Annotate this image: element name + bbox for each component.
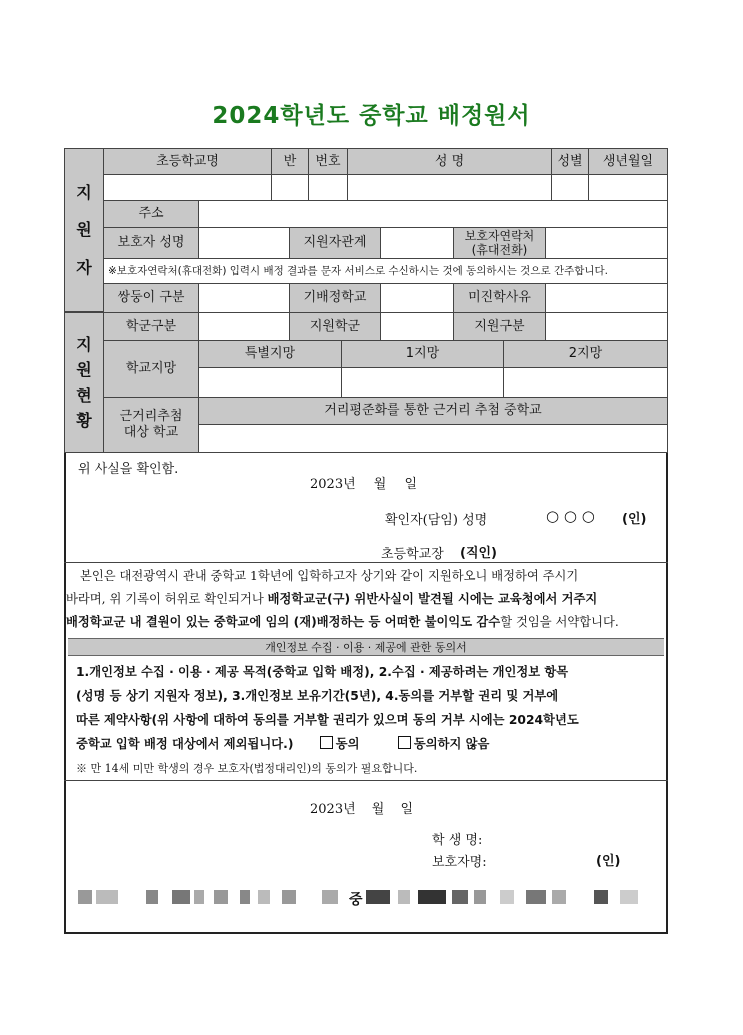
pledge-line-2 bbox=[66, 589, 597, 607]
side-char: 자 bbox=[76, 257, 92, 277]
privacy-note: ※ 만 14세 미만 학생의 경우 보호자(법정대리인)의 동의가 필요합니다. bbox=[76, 762, 418, 775]
header-class: 반 bbox=[271, 148, 309, 175]
privacy-line-4-text: 중학교 입학 배정 대상에서 제외됩니다.) bbox=[76, 737, 294, 751]
no-move-reason-label: 미진학사유 bbox=[453, 283, 546, 313]
guardian-name-label: 보호자 성명 bbox=[103, 227, 199, 259]
privacy-header: 개인정보 수집 · 이용 · 제공에 관한 동의서 bbox=[68, 638, 664, 656]
pledge-line-3 bbox=[66, 612, 619, 630]
header-gender: 성별 bbox=[551, 148, 589, 175]
header-school: 초등학교명 bbox=[103, 148, 272, 175]
guardian-name-sign-label: 보호자명: bbox=[432, 855, 487, 870]
birth-input[interactable] bbox=[588, 174, 668, 201]
district-label: 학군구분 bbox=[103, 312, 199, 341]
consent-note: ※보호자연락처(휴대전화) 입력시 배정 결과를 문자 서비스로 수신하시는 것에 동의하시는 것으로 간주합니다. bbox=[103, 258, 668, 284]
pledge-line-2a: 바라며, 위 기록이 허위로 확인되거나 bbox=[66, 592, 268, 606]
status-side-label bbox=[64, 312, 104, 453]
header-number: 번호 bbox=[308, 148, 348, 175]
confirmer-circles: ○ ○ ○ bbox=[546, 507, 595, 525]
apply-type-input[interactable] bbox=[545, 312, 668, 341]
divider bbox=[64, 562, 668, 563]
confirm-date: 2023년 월 일 bbox=[310, 477, 418, 492]
agree-option[interactable] bbox=[320, 737, 360, 751]
page-title: 2024학년도 중학교 배정원서 bbox=[212, 103, 531, 129]
agree-label: 동의 bbox=[335, 737, 360, 751]
first-preference-input[interactable] bbox=[341, 367, 504, 398]
second-preference-header: 2지망 bbox=[503, 340, 668, 368]
guardian-phone-label: 보호자연락처 (휴대전화) bbox=[453, 227, 546, 259]
guardian-name-input[interactable] bbox=[198, 227, 290, 259]
twins-input[interactable] bbox=[198, 283, 290, 313]
gender-input[interactable] bbox=[551, 174, 589, 201]
guardian-phone-input[interactable] bbox=[545, 227, 668, 259]
pledge-line-1: 본인은 대전광역시 관내 중학교 1학년에 입학하고자 상기와 같이 지원하오니 배정하여 주시기 bbox=[80, 569, 579, 583]
privacy-line-4 bbox=[76, 734, 489, 752]
confirmer-seal: (인) bbox=[622, 512, 647, 527]
lottery-header: 거리평준화를 통한 근거리 추첨 중학교 bbox=[198, 397, 668, 425]
side-char: 원 bbox=[76, 360, 92, 380]
guardian-seal: (인) bbox=[596, 854, 621, 869]
apply-district-label: 지원학군 bbox=[289, 312, 381, 341]
prev-school-label: 기배정학교 bbox=[289, 283, 381, 313]
signature-date: 2023년 월 일 bbox=[310, 802, 414, 817]
privacy-line-2: (성명 등 상기 지원자 정보), 3.개인정보 보유기간(5년), 4.동의를 거부할 권리 및 거부에 bbox=[76, 689, 559, 703]
student-name-label: 학 생 명: bbox=[432, 833, 483, 848]
side-char: 지 bbox=[76, 335, 92, 355]
district-input[interactable] bbox=[198, 312, 290, 341]
pledge-line-3a: 배정학교군 내 결원이 있는 중학교에 임의 (재)배정하는 등 어떠한 불이익도 감수 bbox=[66, 615, 501, 629]
privacy-line-3: 따른 제약사항(위 사항에 대하여 동의를 거부할 권리가 있으며 동의 거부 시에는 2024학년도 bbox=[76, 713, 579, 727]
privacy-line-1: 1.개인정보 수집 · 이용 · 제공 목적(중학교 입학 배정), 2.수집 · 제공하려는 개인정보 항목 bbox=[76, 665, 569, 679]
number-input[interactable] bbox=[308, 174, 348, 201]
disagree-label: 동의하지 않음 bbox=[413, 737, 490, 751]
side-char: 현 bbox=[76, 385, 92, 405]
disagree-option[interactable] bbox=[398, 737, 490, 751]
special-preference-header: 특별지망 bbox=[198, 340, 342, 368]
confirmer-label: 확인자(담임) 성명 bbox=[385, 513, 488, 528]
name-input[interactable] bbox=[347, 174, 552, 201]
side-char: 원 bbox=[76, 220, 92, 240]
confirm-text: 위 사실을 확인함. bbox=[78, 462, 179, 477]
principal-label: 초등학교장 bbox=[381, 547, 444, 562]
divider bbox=[64, 780, 668, 781]
side-char: 황 bbox=[76, 410, 92, 430]
pledge-line-2b: 배정학교군(구) 위반사실이 발견될 시에는 교육청에서 거주지 bbox=[267, 592, 598, 606]
apply-type-label: 지원구분 bbox=[453, 312, 546, 341]
side-char: 지 bbox=[76, 183, 92, 203]
agree-checkbox[interactable] bbox=[320, 736, 333, 749]
applicant-side-label bbox=[64, 148, 104, 312]
preference-label: 학교지망 bbox=[103, 340, 199, 398]
disagree-checkbox[interactable] bbox=[398, 736, 411, 749]
second-preference-input[interactable] bbox=[503, 367, 668, 398]
class-input[interactable] bbox=[271, 174, 309, 201]
header-name: 성 명 bbox=[347, 148, 552, 175]
relation-input[interactable] bbox=[380, 227, 454, 259]
pledge-line-3b: 할 것임을 서약합니다. bbox=[500, 615, 619, 629]
address-label: 주소 bbox=[103, 200, 199, 228]
relation-label: 지원자관계 bbox=[289, 227, 381, 259]
twins-label: 쌍둥이 구분 bbox=[103, 283, 199, 313]
first-preference-header: 1지망 bbox=[341, 340, 504, 368]
prev-school-input[interactable] bbox=[380, 283, 454, 313]
lottery-label: 근거리추첨 대상 학교 bbox=[103, 397, 199, 453]
footer-char: 중 bbox=[349, 892, 363, 908]
lottery-input[interactable] bbox=[198, 424, 668, 453]
school-input[interactable] bbox=[103, 174, 272, 201]
no-move-reason-input[interactable] bbox=[545, 283, 668, 313]
special-preference-input[interactable] bbox=[198, 367, 342, 398]
principal-seal: (직인) bbox=[460, 546, 497, 561]
header-birth: 생년월일 bbox=[588, 148, 668, 175]
address-input[interactable] bbox=[198, 200, 668, 228]
apply-district-input[interactable] bbox=[380, 312, 454, 341]
